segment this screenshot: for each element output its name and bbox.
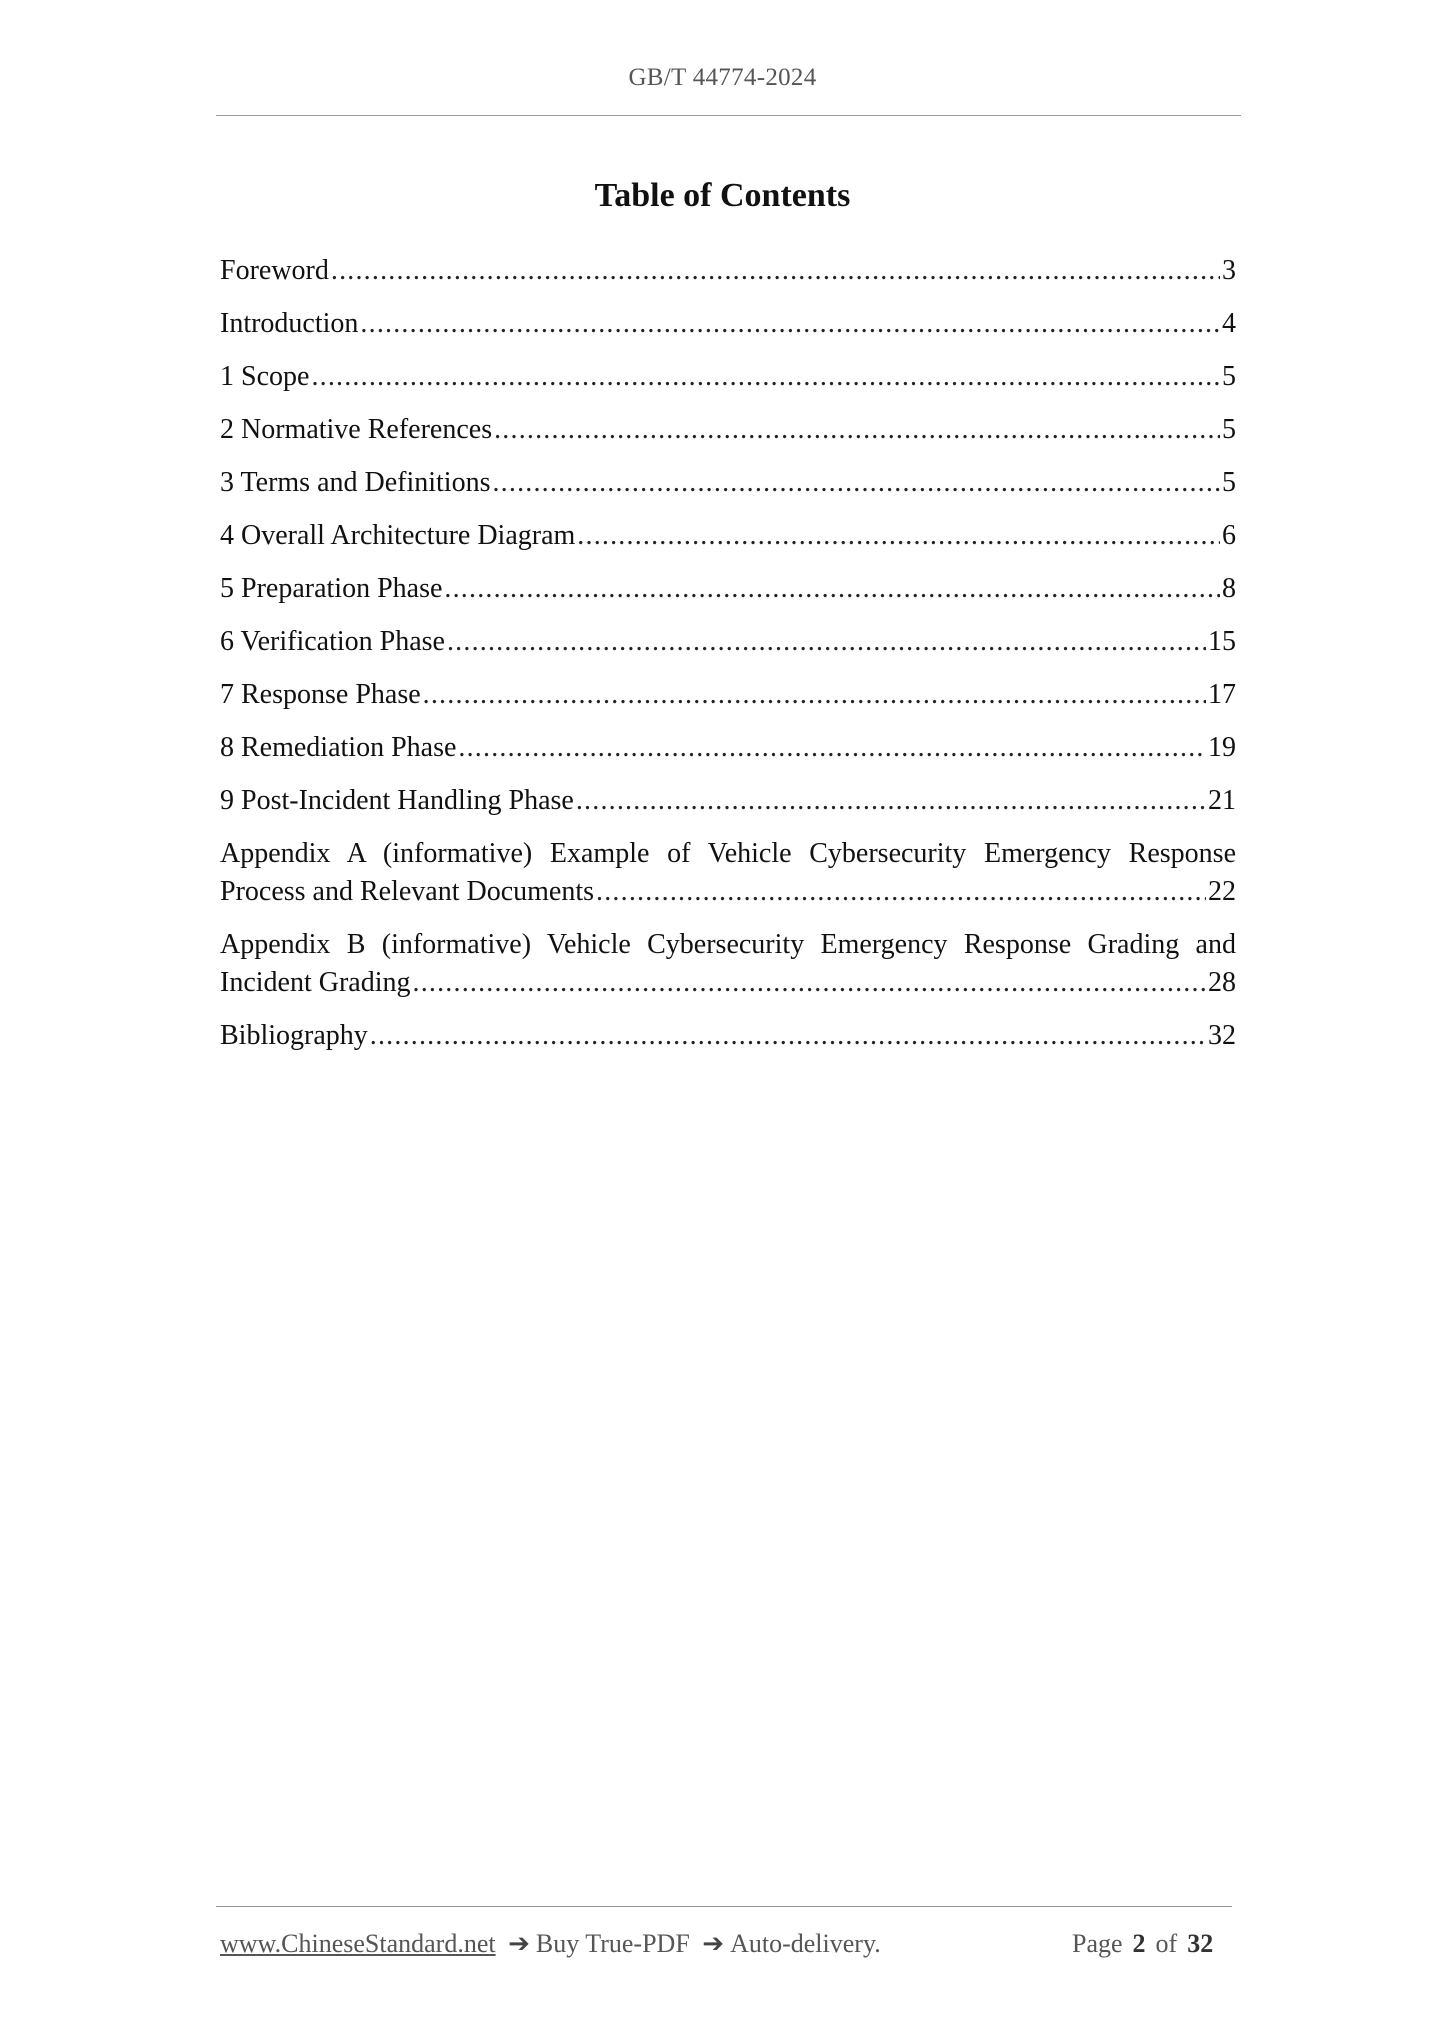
toc-entry-page: 15 (1208, 626, 1236, 657)
toc-entry-line2 (220, 964, 1236, 1002)
toc-entry-label-line2: Process and Relevant Documents (220, 876, 595, 907)
toc-entry-page: 8 (1222, 573, 1236, 604)
of-word: of (1155, 1929, 1178, 1958)
toc-entry-page: 6 (1222, 520, 1236, 551)
footer-promo (220, 1929, 881, 1959)
dot-leader (492, 464, 1220, 502)
current-page-number: 2 (1132, 1929, 1146, 1958)
toc-entry-page: 21 (1208, 785, 1236, 816)
toc-entry-architecture-diagram[interactable] (220, 517, 1236, 555)
standard-code-header: GB/T 44774-2024 (628, 64, 817, 91)
toc-entry-label-line1: Appendix B (informative) Vehicle Cybersecurity Emergency Response Grading and (220, 929, 1236, 960)
toc-entry-label: 7 Response Phase (220, 679, 421, 710)
toc-entry-remediation-phase[interactable] (220, 729, 1236, 767)
toc-entry-page: 28 (1208, 967, 1236, 998)
toc-entry-scope[interactable] (220, 358, 1236, 396)
toc-entry-introduction[interactable] (220, 305, 1236, 343)
toc-entry-page: 19 (1208, 732, 1236, 763)
dot-leader (444, 570, 1220, 608)
toc-entry-label: 9 Post-Incident Handling Phase (220, 785, 574, 816)
page-indicator (1072, 1929, 1223, 1959)
toc-entry-page: 5 (1222, 414, 1236, 445)
dot-leader (311, 358, 1220, 396)
toc-entry-page: 4 (1222, 308, 1236, 339)
toc-entry-foreword[interactable] (220, 252, 1236, 290)
dot-leader (494, 411, 1220, 449)
dot-leader (370, 1017, 1206, 1055)
dot-leader (423, 676, 1206, 714)
footer-divider (216, 1906, 1232, 1907)
toc-entry-page: 17 (1208, 679, 1236, 710)
toc-entry-post-incident-phase[interactable] (220, 782, 1236, 820)
dot-leader (458, 729, 1206, 767)
dot-leader (413, 964, 1207, 1002)
toc-entry-bibliography[interactable] (220, 1017, 1236, 1055)
total-pages-number: 32 (1187, 1929, 1214, 1958)
dot-leader (577, 517, 1220, 555)
toc-entry-appendix-a[interactable] (220, 835, 1236, 911)
dot-leader (596, 873, 1206, 911)
toc-entry-label-line2: Incident Grading (220, 967, 411, 998)
toc-entry-label: 1 Scope (220, 361, 310, 392)
toc-entry-page: 32 (1208, 1020, 1236, 1051)
toc-entry-label: Bibliography (220, 1020, 368, 1051)
toc-entry-label: 3 Terms and Definitions (220, 467, 491, 498)
page-word: Page (1072, 1929, 1123, 1958)
right-arrow-icon: ➔ (508, 1929, 530, 1958)
toc-entry-page: 5 (1222, 467, 1236, 498)
header-divider (216, 115, 1241, 116)
toc-entry-label: 6 Verification Phase (220, 626, 445, 657)
dot-leader (331, 252, 1220, 290)
toc-entry-label: Foreword (220, 255, 329, 286)
toc-entry-line2 (220, 873, 1236, 911)
toc-entry-response-phase[interactable] (220, 676, 1236, 714)
site-link[interactable]: www.ChineseStandard.net (220, 1929, 496, 1958)
toc-entry-page: 22 (1208, 876, 1236, 907)
right-arrow-icon: ➔ (702, 1929, 725, 1958)
buy-true-pdf-text: Buy True-PDF (535, 1929, 690, 1958)
dot-leader (576, 782, 1206, 820)
toc-entry-label: 2 Normative References (220, 414, 493, 445)
toc-entry-label: Introduction (220, 308, 359, 339)
toc-entry-page: 3 (1222, 255, 1236, 286)
dot-leader (447, 623, 1206, 661)
dot-leader (360, 305, 1220, 343)
toc-entry-label: 4 Overall Architecture Diagram (220, 520, 576, 551)
toc-entry-label: 8 Remediation Phase (220, 732, 457, 763)
toc-entry-preparation-phase[interactable] (220, 570, 1236, 608)
toc-entry-normative-references[interactable] (220, 411, 1236, 449)
toc-entry-verification-phase[interactable] (220, 623, 1236, 661)
toc-entry-appendix-b[interactable] (220, 926, 1236, 1002)
toc-list (220, 252, 1236, 1070)
toc-title: Table of Contents (594, 177, 851, 214)
toc-entry-label: 5 Preparation Phase (220, 573, 443, 604)
toc-entry-label-line1: Appendix A (informative) Example of Vehicle Cybersecurity Emergency Response (220, 838, 1236, 869)
auto-delivery-text: Auto-delivery. (730, 1929, 881, 1958)
toc-entry-terms-definitions[interactable] (220, 464, 1236, 502)
toc-entry-page: 5 (1222, 361, 1236, 392)
